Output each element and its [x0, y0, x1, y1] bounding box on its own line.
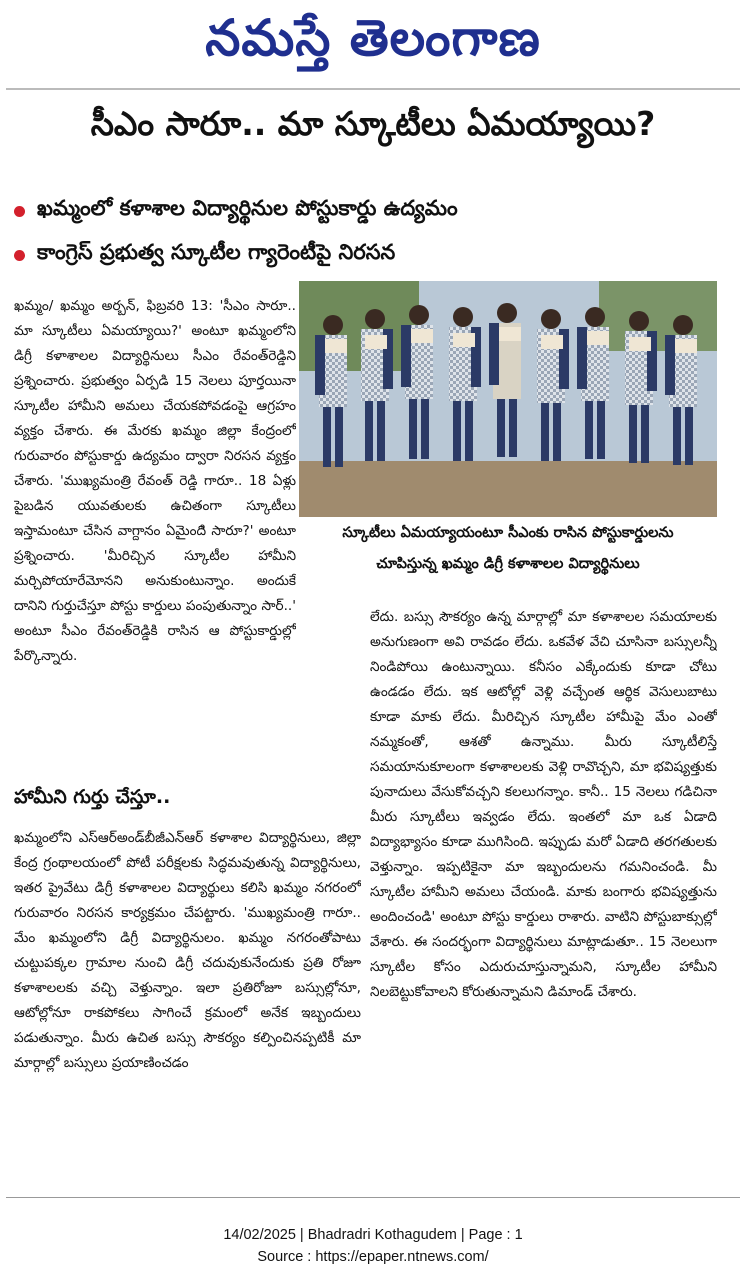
masthead-logo: [0, 0, 746, 88]
footer-divider: [6, 1197, 740, 1198]
subhead-text: ఖమ్మంలో కళాశాల విద్యార్థినుల పోస్టుకార్డు ఉద్యమం: [37, 196, 458, 220]
footer-line-1: 14/02/2025 | Bhadradri Kothagudem | Page : 1: [223, 1227, 523, 1243]
masthead-title: నమస్తే తెలంగాణ: [205, 8, 541, 67]
photo-caption-line-1: స్కూటీలు ఏమయ్యాయంటూ సీఎంకు రాసిన పోస్టుకార్డులను: [342, 525, 674, 541]
subhead-text: కాంగ్రెస్ ప్రభుత్వ స్కూటీల గ్యారెంటీపై నిరసన: [37, 240, 396, 264]
photo-caption-line-2: చూపిస్తున్న ఖమ్మం డిగ్రీ కళాశాలల విద్యార్థినులు: [376, 556, 640, 572]
subhead-1: [14, 196, 458, 226]
students-photo-illustration: [299, 281, 717, 517]
divider: [6, 88, 740, 90]
article-body-right: లేదు. బస్సు సౌకర్యం ఉన్న మార్గాల్లో మా కళాశాలల సమయాలకు అనుగుణంగా అవి రావడం లేదు. ఒకవేళ వేచి చూసినా బస్సులన్నీ నిండిపోయి ఉంటున్నాయి. కనీసం ఎక్కేందుకు కూడా చోటు ఉండడం లేదు. ఇక ఆటోల్లో వెళ్లి వచ్చేంత ఆర్థిక వెసులుబాటు కూడా మాకు లేదు. మీరిచ్చిన స్కూటీల హామీపై మేం ఎంతో నమ్మకంతో, ఆశతో ఉన్నాము. మీరు స్కూటీలిస్తే సమయానుకూలంగా కళాశాలలకు వెళ్లి రావొచ్చని, మా భవిష్యత్తుకు పునాదులు వేసుకోవచ్చని కలలుగన్నాం. కానీ.. 15 నెలలు గడిచినా మీరు స్కూటీలు ఇవ్వడం లేదు. ఇంతలో మా ఒక ఏడాది విద్యాభ్యాసం కూడా ముగిసింది. ఇప్పుడు మరో ఏడాది తరగతులకు వెళ్తున్నాం. ఇప్పటికైనా మా ఇబ్బందులను గమనించండి. మీ స్కూటీల హామీని అమలు చేయండి. మాకు బంగారు భవిష్యత్తును అందించండి' అంటూ పోస్టు కార్డులు రాశారు. వాటిని పోస్టుబాక్సుల్లో వేశారు. ఈ సందర్భంగా విద్యార్థినులు మాట్లాడుతూ.. 15 నెలలుగా స్కూటీల కోసం ఎదురుచూస్తున్నామని, స్కూటీల హామీని నిలబెట్టుకోవాలని కోరుతున్నామని డిమాండ్ చేశారు.: [370, 609, 717, 1000]
subhead-2: [14, 240, 395, 270]
article-lead: ఖమ్మం/ ఖమ్మం అర్బన్, ఫిబ్రవరి 13: 'సీఎం సారూ.. మా స్కూటీలు ఏమయ్యాయి?' అంటూ ఖమ్మంలోని డిగ్రీ కళాశాలల విద్యార్థినులు సీఎం రేవంత్‌రెడ్డిని ప్రశ్నించారు. ప్రభుత్వం ఏర్పడి 15 నెలలు పూర్తయినా స్కూటీల హామీని అమలు చేయకపోవడంపై ఆగ్రహం వ్యక్తం చేశారు. ఈ మేరకు ఖమ్మం జిల్లా కేంద్రంలో గురువారం పోస్టుకార్డు ఉద్యమం ద్వారా నిరసన వ్యక్తం చేశారు. 'ముఖ్యమంత్రి రేవంత్ రెడ్డి గారూ.. 18 ఏళ్లు పైబడిన యువతులకు ఉచితంగా స్కూటీలు ఇస్తామంటూ చేసిన వాగ్దానం ఏమైందిి సారూ?' అంటూ ప్రశ్నించారు. 'మీరిచ్చిన స్కూటీల హామీని మర్చిపోయారేమోనని అనుకుంటున్నాం. అందుకే దానిని గుర్తుచేస్తూ పోస్టు కార్డులు పంపుతున్నాం సార్..' అంటూ సీఎం రేవంత్‌రెడ్డికి రాసిన ఆ పోస్టుకార్డుల్లో పేర్కొన్నారు.: [14, 298, 296, 664]
bullet-icon: [14, 206, 25, 217]
footer-source: Source : https://epaper.ntnews.com/: [257, 1249, 489, 1265]
news-photo: [299, 281, 717, 517]
bullet-icon: [14, 250, 25, 261]
headline: సీఎం సారూ.. మా స్కూటీలు ఏమయ్యాయి?: [90, 104, 656, 143]
section-heading: హామీని గుర్తు చేస్తూ..: [14, 786, 171, 808]
article-body-left: ఖమ్మంలోని ఎస్ఆర్అండ్‌బీజీఎన్ఆర్ కళాశాల విద్యార్థినులు, జిల్లా కేంద్ర గ్రంథాలయంలో పోటీ పరీక్షలకు సిద్ధమవుతున్న విద్యార్థినులు, ఇతర ప్రైవేటు డిగ్రీ కళాశాలల విద్యార్థులు కలిసి ఖమ్మం నగరంలో గురువారం నిరసన కార్యక్రమం చేపట్టారు. 'ముఖ్యమంత్రి గారూ.. మేం ఖమ్మంలోని డిగ్రీ విద్యార్థినులం. ఖమ్మం నగరంతోపాటు చుట్టుపక్కల గ్రామాల నుంచి డిగ్రీ చదువుకునేందుకు ప్రతి రోజూ కళాశాలలకు వచ్చి వెళ్తున్నాం. ఇలా ప్రతిరోజూ బస్సుల్లోనూ, ఆటోల్లోనూ రాకపోకలు సాగించే క్రమంలో అనేక ఇబ్బందులు పడుతున్నాం. మీరు ఉచిత బస్సు సౌకర్యం కల్పించినప్పటికీ మా మార్గాల్లో బస్సులు ప్రయాణించడం: [14, 830, 361, 1071]
